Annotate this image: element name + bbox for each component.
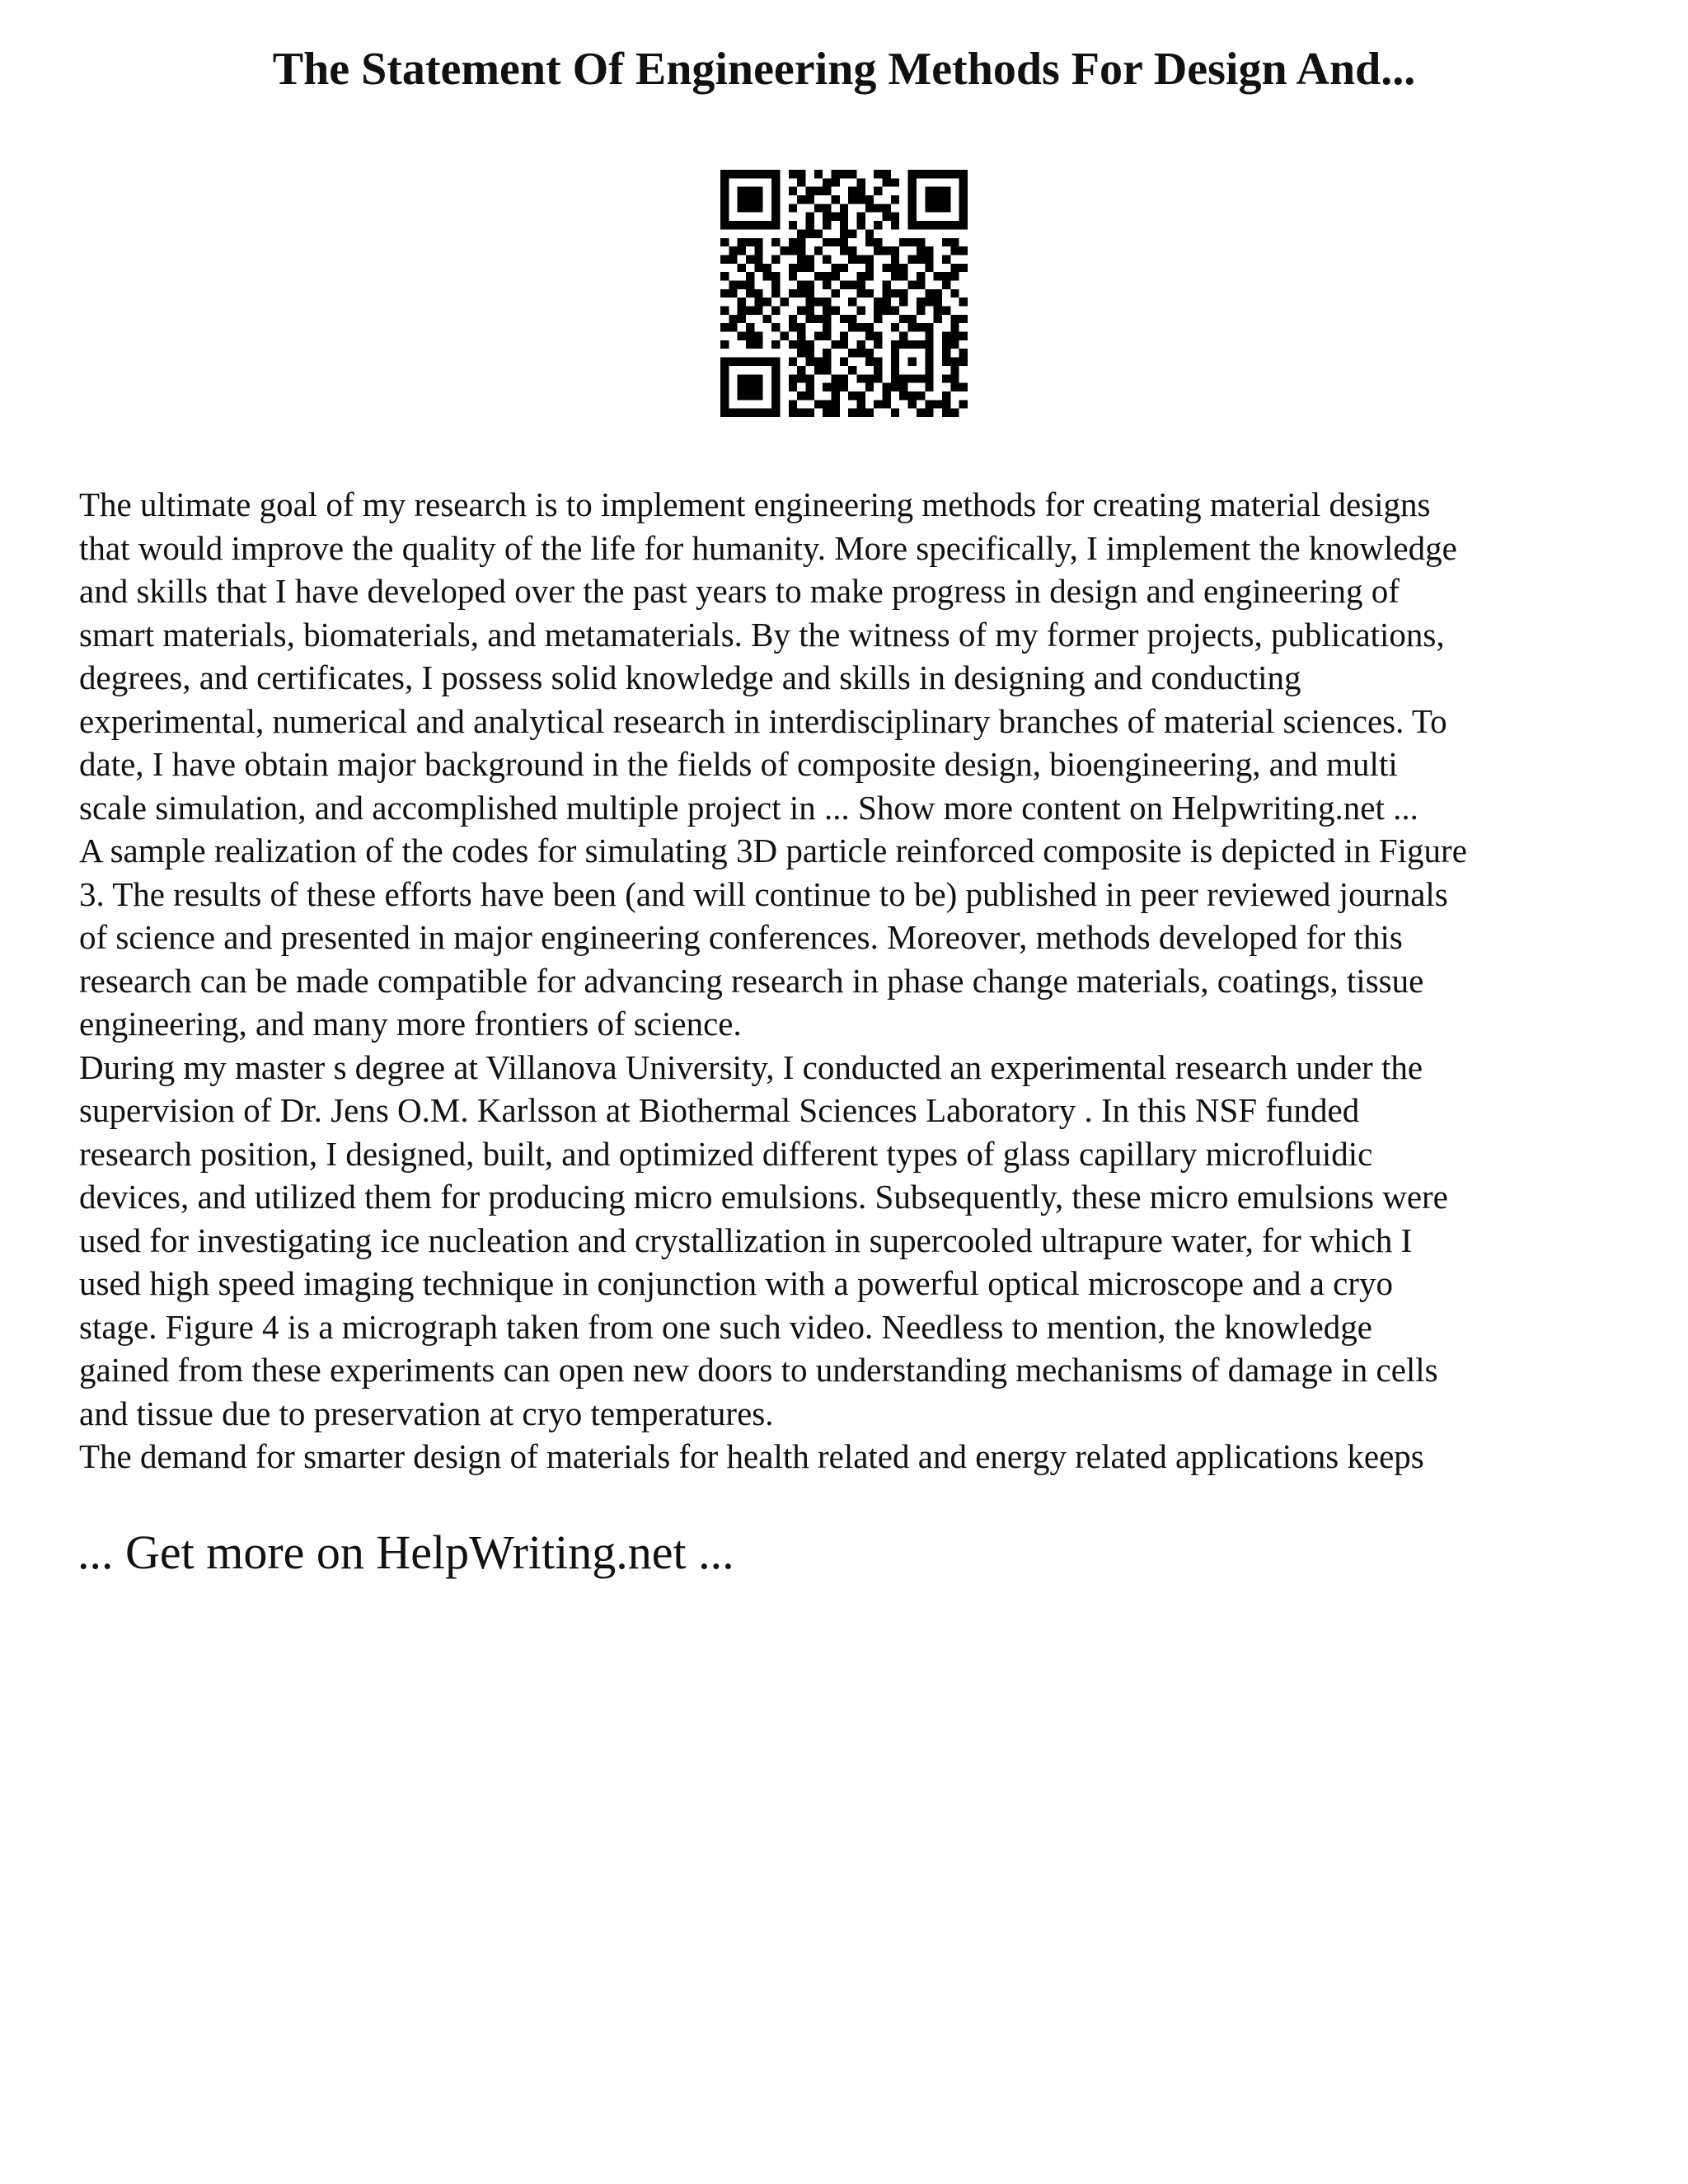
text-line: experimental, numerical and analytical research in interdisciplinary branches of material sciences. To bbox=[79, 701, 1447, 740]
document-title: The Statement Of Engineering Methods For Design And... bbox=[272, 44, 1416, 95]
text-line: smart materials, biomaterials, and metamaterials. By the witness of my former projects, publications, bbox=[79, 615, 1445, 654]
text-line: and tissue due to preservation at cryo temperatures. bbox=[79, 1394, 774, 1432]
text-line: A sample realization of the codes for simulating 3D particle reinforced composite is depicted in Figure bbox=[79, 832, 1467, 869]
get-more-cta: ... Get more on HelpWriting.net ... bbox=[77, 1526, 734, 1579]
qr-code-graphic bbox=[720, 170, 968, 417]
text-line: 3. The results of these efforts have been (and will continue to be) published in peer reviewed journals bbox=[79, 874, 1448, 913]
text-line: of science and presented in major engineering conferences. Moreover, methods developed for this bbox=[79, 918, 1403, 956]
text-line: supervision of Dr. Jens O.M. Karlsson at Biothermal Sciences Laboratory . In this NSF funded bbox=[79, 1091, 1360, 1129]
text-line: degrees, and certificates, I possess solid knowledge and skills in designing and conducting bbox=[79, 658, 1301, 696]
text-line: devices, and utilized them for producing micro emulsions. Subsequently, these micro emulsions were bbox=[79, 1178, 1448, 1216]
qr-code bbox=[720, 170, 968, 417]
text-line: and skills that I have developed over the past years to make progress in design and engineering of bbox=[79, 572, 1400, 610]
text-line: engineering, and many more frontiers of science. bbox=[79, 1005, 742, 1043]
text-line: used for investigating ice nucleation and crystallization in supercooled ultrapure water, for which I bbox=[79, 1221, 1413, 1259]
text-line: used high speed imaging technique in conjunction with a powerful optical microscope and a cryo bbox=[79, 1264, 1393, 1302]
text-line: gained from these experiments can open new doors to understanding mechanisms of damage in cells bbox=[79, 1351, 1438, 1389]
text-line: research can be made compatible for advancing research in phase change materials, coatings, tissue bbox=[79, 961, 1424, 1000]
text-line: date, I have obtain major background in the fields of composite design, bioengineering, and multi bbox=[79, 745, 1398, 783]
text-line: scale simulation, and accomplished multiple project in ... Show more content on Helpwriting.net ... bbox=[79, 788, 1418, 827]
text-line: The ultimate goal of my research is to implement engineering methods for creating material designs bbox=[79, 485, 1431, 523]
text-line: During my master s degree at Villanova University, I conducted an experimental research under the bbox=[79, 1047, 1423, 1086]
text-line: The demand for smarter design of materials for health related and energy related applications keeps bbox=[79, 1437, 1424, 1475]
text-line: stage. Figure 4 is a micrograph taken from one such video. Needless to mention, the knowledge bbox=[79, 1307, 1372, 1346]
text-line: that would improve the quality of the life for humanity. More specifically, I implement the knowledge bbox=[79, 528, 1457, 567]
body-text bbox=[79, 483, 1629, 1479]
text-line: research position, I designed, built, and optimized different types of glass capillary microfluidic bbox=[79, 1134, 1373, 1173]
